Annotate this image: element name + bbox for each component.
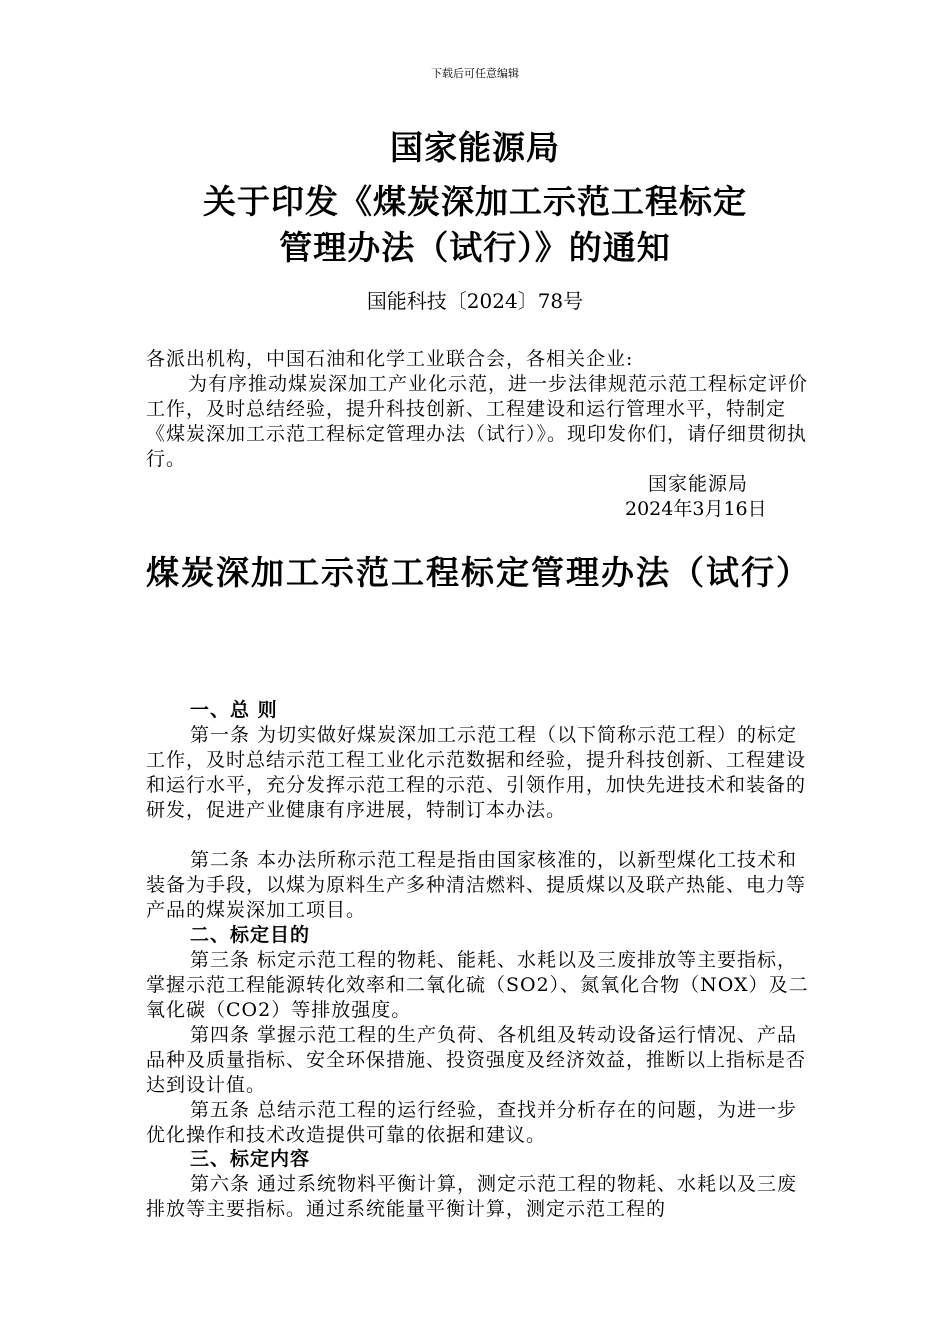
notice-title-line-2: 关于印发《煤炭深加工示范工程标定 — [203, 182, 747, 221]
section-heading-general: 一、总 则 — [190, 699, 278, 721]
section-heading-purpose: 二、标定目的 — [190, 924, 311, 946]
article-3: 第三条 标定示范工程的物耗、能耗、水耗以及三废排放等主要指标，掌握示范工程能源转化效率和二氧化硫（SO2）、氮氧化合物（NOX）及二氧化碳（CO2）等排放强度。 — [146, 949, 809, 1021]
regulation-title: 煤炭深加工示范工程标定管理办法（试行） — [146, 553, 811, 592]
article-4: 第四条 掌握示范工程的生产负荷、各机组及转动设备运行情况、产品品种及质量指标、安全环保措施、投资强度及经济效益，推断以上指标是否达到设计值。 — [146, 1024, 807, 1096]
article-2: 第二条 本办法所称示范工程是指由国家核准的，以新型煤化工技术和装备为手段，以煤为原料生产多种清洁燃料、提质煤以及联产热能、电力等产品的煤炭深加工项目。 — [146, 849, 807, 921]
article-1: 第一条 为切实做好煤炭深加工示范工程（以下简称示范工程）的标定工作，及时总结示范工程工业化示范数据和经验，提升科技创新、工程建设和运行水平，充分发挥示范工程的示范、引领作用，加快先进技术和装备的研发，促进产业健康有序进展，特制订本办法。 — [146, 724, 807, 821]
document-number: 国能科技〔2024〕78号 — [366, 289, 584, 313]
notice-title-line-3: 管理办法（试行）》的通知 — [279, 228, 671, 267]
notice-title-line-1: 国家能源局 — [390, 128, 560, 167]
header-note: 下载后可任意编辑 — [431, 67, 519, 80]
section-heading-content: 三、标定内容 — [190, 1148, 311, 1170]
notice-signer: 国家能源局 — [648, 473, 749, 495]
notice-body: 为有序推动煤炭深加工产业化示范，进一步法律规范示范工程标定评价工作，及时总结经验，提升科技创新、工程建设和运行管理水平，特制定《煤炭深加工示范工程标定管理办法（试行）》。现印发你们，请仔细贯彻执行。 — [146, 373, 809, 470]
notice-date: 2024年3月16日 — [625, 498, 767, 520]
article-5: 第五条 总结示范工程的运行经验，查找并分析存在的问题，为进一步优化操作和技术改造提供可靠的依据和建议。 — [146, 1099, 798, 1146]
article-6: 第六条 通过系统物料平衡计算，测定示范工程的物耗、水耗以及三废排放等主要指标。通过系统能量平衡计算，测定示范工程的 — [146, 1173, 798, 1220]
notice-addressee: 各派出机构，中国石油和化学工业联合会，各相关企业: — [146, 348, 634, 370]
